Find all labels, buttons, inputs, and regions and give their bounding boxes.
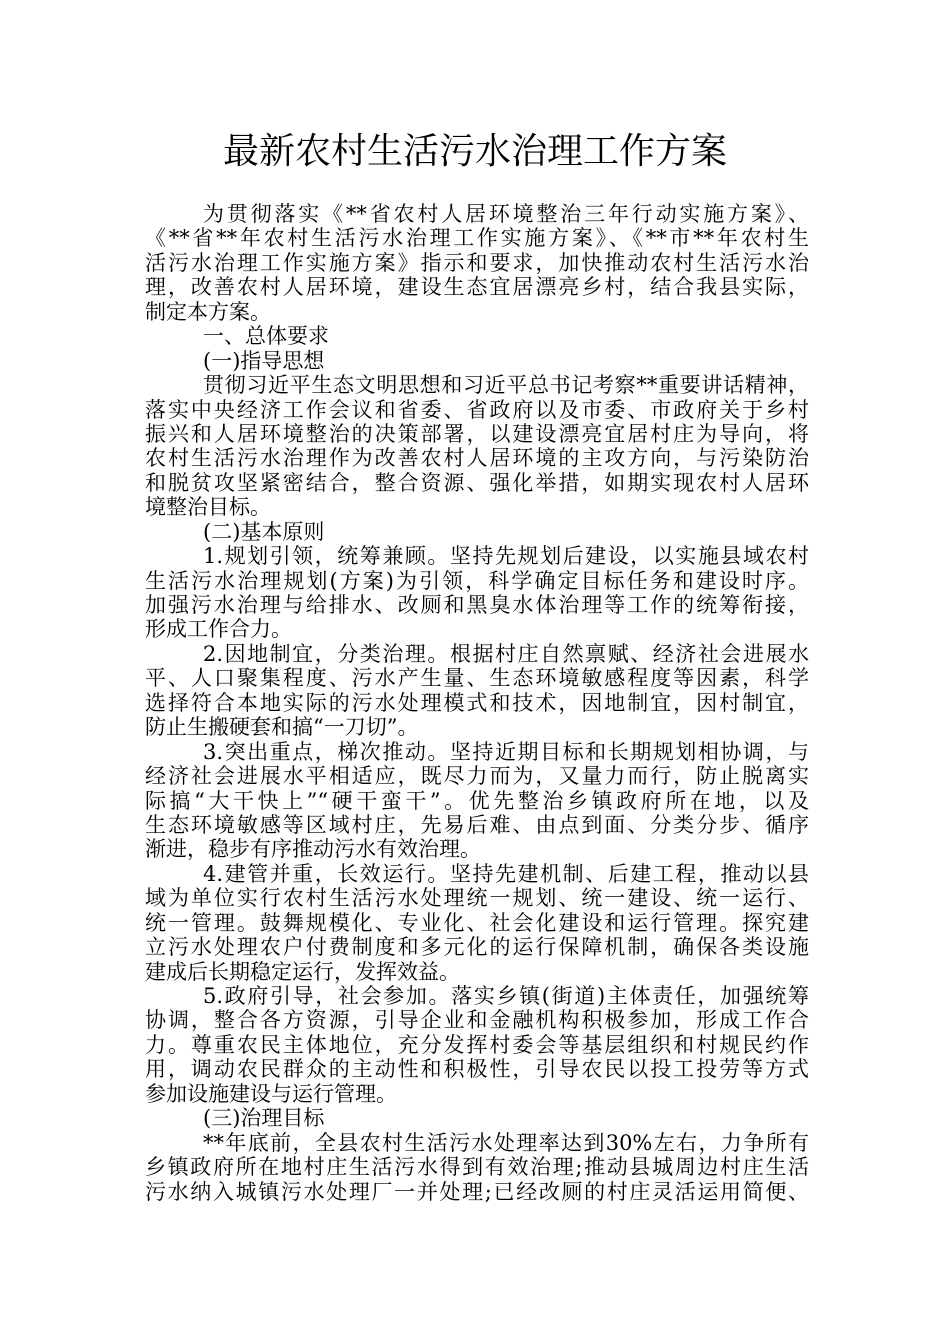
- body-line: 贯彻习近平生态文明思想和习近平总书记考察**重要讲话精神，: [203, 373, 809, 398]
- body-line: 境整治目标。: [145, 495, 271, 520]
- body-line: 生活污水治理规划(方案)为引领，科学确定目标任务和建设时序。: [145, 568, 809, 593]
- body-line: 形成工作合力。: [145, 617, 292, 642]
- body-line: (一)指导思想: [203, 348, 325, 373]
- body-line: 域为单位实行农村生活污水处理统一规划、统一建设、统一运行、: [145, 886, 809, 911]
- body-line: 用，调动农民群众的主动性和积极性，引导农民以投工投劳等方式: [145, 1057, 809, 1082]
- body-line: 和脱贫攻坚紧密结合，整合资源、强化举措，如期实现农村人居环: [145, 470, 809, 495]
- document-title: 最新农村生活污水治理工作方案: [222, 131, 727, 172]
- body-line: 活污水治理工作实施方案》指示和要求，加快推动农村生活污水治: [145, 250, 809, 275]
- document-body: [145, 202, 809, 1204]
- body-line: 振兴和人居环境整治的决策部署，以建设漂亮宜居村庄为导向，将: [145, 421, 809, 446]
- body-line: 加强污水治理与给排水、改厕和黑臭水体治理等工作的统筹衔接，: [145, 593, 809, 617]
- body-line: 乡镇政府所在地村庄生活污水得到有效治理;推动县城周边村庄生活: [145, 1155, 809, 1180]
- body-line: 2.因地制宜，分类治理。根据村庄自然禀赋、经济社会进展水: [203, 641, 809, 666]
- body-line: **年底前，全县农村生活污水处理率达到30%左右，力争所有: [203, 1130, 809, 1155]
- body-line: 为贯彻落实《**省农村人居环境整治三年行动实施方案》、: [203, 202, 809, 226]
- body-line: 渐进，稳步有序推动污水有效治理。: [145, 837, 481, 862]
- body-line: (二)基本原则: [203, 519, 325, 544]
- body-line: 防止生搬硬套和搞“一刀切”。: [145, 715, 419, 740]
- body-line: 建成后长期稳定运行，发挥效益。: [145, 959, 460, 984]
- body-line: 理，改善农村人居环境，建设生态宜居漂亮乡村，结合我县实际，: [145, 275, 809, 300]
- body-line: 制定本方案。: [145, 299, 271, 324]
- body-line: 落实中央经济工作会议和省委、省政府以及市委、市政府关于乡村: [145, 397, 809, 422]
- body-line: 际搞“大干快上”“硬干蛮干”。优先整治乡镇政府所在地，以及: [145, 788, 809, 813]
- body-line: 生态环境敏感等区域村庄，先易后难、由点到面、分类分步、循序: [145, 812, 809, 837]
- body-line: 力。尊重农民主体地位，充分发挥村委会等基层组织和村规民约作: [145, 1032, 809, 1057]
- body-line: 统一管理。鼓舞规模化、专业化、社会化建设和运行管理。探究建: [145, 910, 809, 935]
- body-line: 污水纳入城镇污水处理厂一并处理;已经改厕的村庄灵活运用简便、: [145, 1179, 809, 1204]
- body-line: 农村生活污水治理作为改善农村人居环境的主攻方向，与污染防治: [145, 446, 809, 471]
- body-line: 一、总体要求: [203, 324, 329, 349]
- body-line: 经济社会进展水平相适应，既尽力而为，又量力而行，防止脱离实: [145, 764, 809, 789]
- body-line: 平、人口聚集程度、污水产生量、生态环境敏感程度等因素，科学: [145, 666, 809, 691]
- body-line: 立污水处理农户付费制度和多元化的运行保障机制，确保各类设施: [145, 935, 809, 960]
- body-line: 1.规划引领，统筹兼顾。坚持先规划后建设，以实施县域农村: [203, 544, 809, 569]
- body-line: 3.突出重点，梯次推动。坚持近期目标和长期规划相协调，与: [203, 739, 809, 764]
- body-line: 4.建管并重，长效运行。坚持先建机制、后建工程，推动以县: [203, 861, 809, 886]
- body-line: 选择符合本地实际的污水处理模式和技术，因地制宜，因村制宜，: [145, 690, 809, 715]
- body-line: 5.政府引导，社会参加。落实乡镇(街道)主体责任，加强统筹: [203, 984, 809, 1008]
- body-line: 协调，整合各方资源，引导企业和金融机构积极参加，形成工作合: [145, 1008, 809, 1033]
- body-line: 《**省**年农村生活污水治理工作实施方案》、《**市**年农村生: [145, 226, 809, 251]
- body-line: 参加设施建设与运行管理。: [145, 1081, 397, 1106]
- body-line: (三)治理目标: [203, 1106, 325, 1131]
